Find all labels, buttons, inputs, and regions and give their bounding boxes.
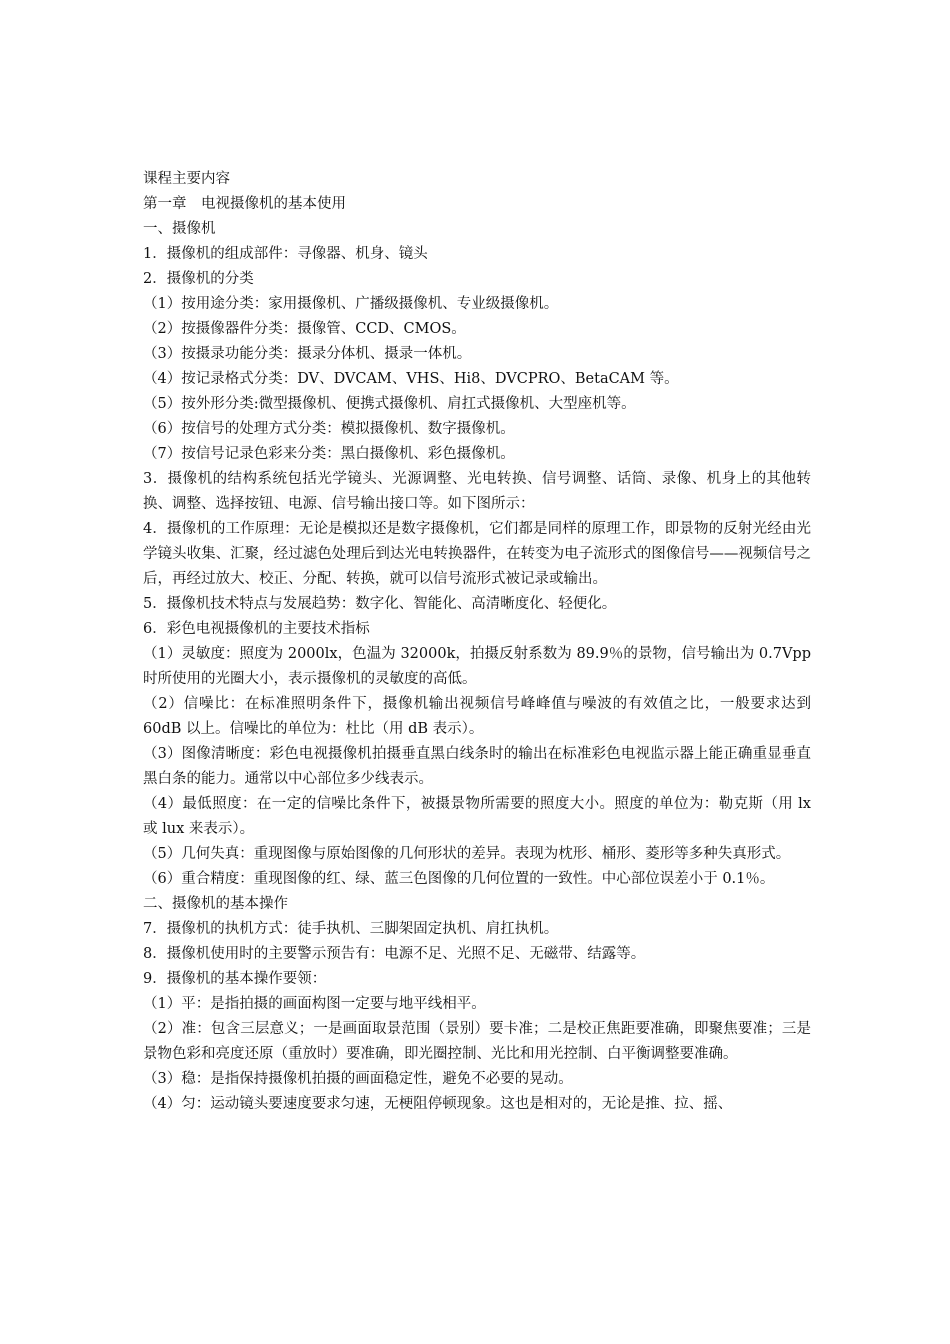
section-heading: 二、摄像机的基本操作	[143, 896, 288, 912]
list-item: （2）准：包含三层意义；一是画面取景范围（景别）要卡准；二是校正焦距要准确，即聚焦要准；三是景物色彩和亮度还原（重放时）要准确，即光圈控制、光比和用光控制、白平衡调整要准确。	[143, 1021, 811, 1062]
list-item: （6）重合精度：重现图像的红、绿、蓝三色图像的几何位置的一致性。中心部位误差小于 0.1％。	[143, 871, 775, 887]
list-item: （3）按摄录功能分类：摄录分体机、摄录一体机。	[143, 346, 472, 362]
paragraph: 4．摄像机的工作原理：无论是模拟还是数字摄像机，它们都是同样的原理工作，即景物的反射光经由光学镜头收集、汇聚，经过滤色处理后到达光电转换器件，在转变为电子流形式的图像信号——视频信号之后，再经过放大、校正、分配、转换，就可以信号流形式被记录或输出。	[143, 521, 811, 587]
paragraph: 8．摄像机使用时的主要警示预告有：电源不足、光照不足、无磁带、结露等。	[143, 946, 646, 962]
paragraph: 5．摄像机技术特点与发展趋势：数字化、智能化、高清晰度化、轻便化。	[143, 596, 617, 612]
paragraph: 1．摄像机的组成部件：寻像器、机身、镜头	[143, 246, 428, 262]
paragraph: 3．摄像机的结构系统包括光学镜头、光源调整、光电转换、信号调整、话筒、录像、机身上的其他转换、调整、选择按钮、电源、信号输出接口等。如下图所示：	[143, 471, 811, 512]
list-item: （4）按记录格式分类：DV、DVCAM、VHS、Hi8、DVCPRO、BetaCAM 等。	[143, 371, 679, 387]
list-item: （4）最低照度：在一定的信噪比条件下，被摄景物所需要的照度大小。照度的单位为：勒克斯（用 lx 或 lux 来表示）。	[143, 796, 816, 837]
section-heading: 一、摄像机	[143, 221, 216, 237]
paragraph: 9．摄像机的基本操作要领：	[143, 971, 327, 987]
paragraph: 6．彩色电视摄像机的主要技术指标	[143, 621, 370, 637]
list-item: （3）图像清晰度：彩色电视摄像机拍摄垂直黑白线条时的输出在标准彩色电视监示器上能正确重显垂直黑白条的能力。通常以中心部位多少线表示。	[143, 746, 811, 787]
list-item: （2）信噪比：在标准照明条件下，摄像机输出视频信号峰峰值与噪波的有效值之比，一般要求达到 60dB 以上。信噪比的单位为：杜比（用 dB 表示）。	[143, 696, 816, 737]
list-item: （3）稳：是指保持摄像机拍摄的画面稳定性，避免不必要的晃动。	[143, 1071, 573, 1087]
document-title: 课程主要内容	[143, 171, 230, 187]
paragraph: 2．摄像机的分类	[143, 271, 254, 287]
list-item: （2）按摄像器件分类：摄像管、CCD、CMOS。	[143, 321, 466, 337]
list-item: （5）几何失真：重现图像与原始图像的几何形状的差异。表现为枕形、桶形、菱形等多种失真形式。	[143, 846, 791, 862]
list-item: （6）按信号的处理方式分类：模拟摄像机、数字摄像机。	[143, 421, 515, 437]
list-item: （1）平：是指拍摄的画面构图一定要与地平线相平。	[143, 996, 486, 1012]
list-item: （4）匀：运动镜头要速度要求匀速，无梗阻停顿现象。这也是相对的，无论是推、拉、摇、	[143, 1096, 733, 1112]
list-item: （1）灵敏度：照度为 2000lx，色温为 32000k，拍摄反射系数为 89.9％的景物，信号输出为 0.7Vpp 时所使用的光圈大小，表示摄像机的灵敏度的高低。	[143, 646, 816, 687]
paragraph: 7．摄像机的执机方式：徒手执机、三脚架固定执机、肩扛执机。	[143, 921, 559, 937]
chapter-heading: 第一章 电视摄像机的基本使用	[143, 196, 346, 212]
list-item: （1）按用途分类：家用摄像机、广播级摄像机、专业级摄像机。	[143, 296, 559, 312]
list-item: （5）按外形分类:微型摄像机、便携式摄像机、肩扛式摄像机、大型座机等。	[143, 396, 636, 412]
list-item: （7）按信号记录色彩来分类：黑白摄像机、彩色摄像机。	[143, 446, 515, 462]
document-page	[143, 167, 816, 1117]
